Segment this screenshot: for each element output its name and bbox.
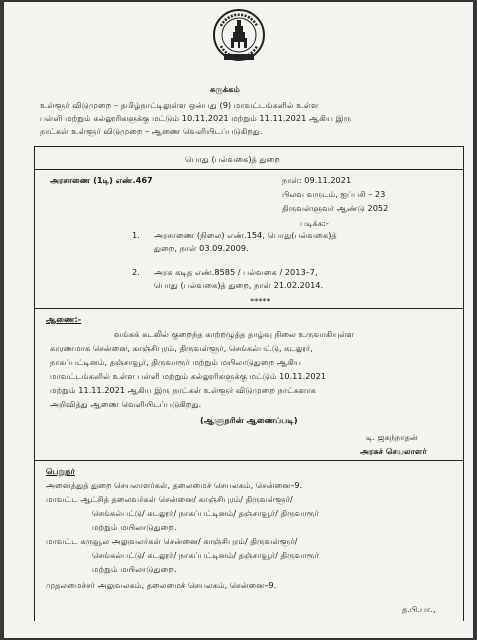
tamil-nadu-emblem — [212, 8, 266, 64]
recipient-line: அனைத்துத் துறை செயலாளர்கள், தலைமைச் செயலகம், சென்னை–9. — [46, 480, 303, 490]
summary-heading: சுருக்கம் — [210, 84, 240, 94]
order-body-line: நாகப்பட்டினம், தஞ்சாவூர், திருவாரூர் மற்றும் மயிலாடுதுறை ஆகிய — [50, 357, 302, 367]
signatory-name: டி. ஜகந்நாதன் — [366, 432, 418, 442]
order-date: நாள்: 09.11.2021 — [282, 175, 352, 185]
read-label: படிக்க:- — [300, 218, 329, 228]
recipient-line: மாவட்ட கருவூல அலுவலர்கள் சென்னை/ காஞ்சிபுரம்/ திருவள்ளூர்/ — [46, 536, 298, 546]
recipient-line: முதலமைச்சர் அலுவலகம், தலைமைச் செயலகம், சென்னை–9. — [46, 580, 277, 590]
reference-line: அரசாணை (நிலை) எண்.154, பொது(பல்வகை)த் — [154, 230, 337, 240]
reference-number: 1. — [132, 230, 140, 240]
recipient-line: மற்றும் மயிலாடுதுறை. — [92, 522, 177, 532]
order-label: ஆணை:- — [46, 314, 82, 324]
reference-number: 2. — [132, 267, 140, 277]
order-body-line: மற்றும் 11.11.2021 ஆகிய இரு நாட்கள் உள்ளூர் விடுமுறை நாட்களாக — [50, 385, 316, 395]
document-page — [4, 2, 473, 638]
initials: த.பி.பா., — [402, 604, 436, 614]
reference-line: பொது (பல்வகை)த் துறை, நாள் 21.02.2014. — [154, 280, 324, 290]
divider — [34, 460, 463, 461]
separator-stars: ***** — [250, 296, 271, 306]
recipient-line: மாவட்ட ஆட்சித் தலைவர்கள் சென்னை/ காஞ்சிபுரம்/ திருவள்ளூர்/ — [46, 494, 293, 504]
department-name: பொது (பல்வகை)த் துறை — [185, 154, 280, 164]
reference-line: துறை, நாள் 03.09.2009. — [154, 243, 249, 253]
order-body-line: மாவட்டங்களில் உள்ள பள்ளி மற்றும் கல்லூரிகளுக்கு மட்டும் 10.11.2021 — [50, 371, 327, 381]
summary-line: பள்ளி மற்றும் கல்லூரிகளுக்கு மட்டும் 10.11.2021 மற்றும் 11.11.2021 ஆகிய இரு — [40, 113, 352, 123]
recipients-label: பெறுநர் — [46, 466, 75, 476]
divider — [34, 308, 463, 309]
summary-line: நாட்கள் உள்ளூர் விடுமுறை – ஆணை வெளியிடப்படுகிறது. — [40, 126, 263, 136]
recipient-line: மற்றும் மயிலாடுதுறை. — [92, 564, 177, 574]
signatory-title: அரசுச் செயலாளர் — [360, 446, 427, 456]
order-body-line: காரணமாக சென்னை, காஞ்சிபுரம், திருவள்ளூர், செங்கல்பட்டு, கடலூர், — [50, 343, 313, 353]
order-body-line: வங்கக் கடலில் குறைந்த காற்றழுத்த தாழ்வு நிலை உருவாகியுள்ள — [114, 329, 355, 339]
order-number: அரசாணை (1டி) எண்.467 — [50, 175, 153, 185]
order-body-line: அறிவித்து ஆணை வெளியிடப்படுகிறது. — [50, 399, 202, 409]
thiruvalluvar-year: திருவள்ளுவர் ஆண்டு 2052 — [282, 203, 389, 213]
tamil-calendar-date: பிலவ வருடம், ஐப்பசி – 23 — [282, 189, 386, 199]
summary-line: உள்ளூர் விடுமுறை – தமிழ்நாட்டிலுள்ள ஒன்பது (9) மாவட்டங்களில் உள்ள — [40, 100, 319, 110]
reference-line: அரசு கடித எண்.8585 / பல்வகை / 2013–7, — [154, 267, 318, 277]
divider — [34, 169, 463, 170]
recipient-line: செங்கல்பட்டு/ கடலூர்/ நாகப்பட்டினம்/ தஞ்சாவூர்/ திருவாரூர் — [92, 508, 319, 518]
governor-order: (ஆளுநரின் ஆணைப்படி) — [200, 415, 298, 425]
recipient-line: செங்கல்பட்டு/ கடலூர்/ நாகப்பட்டினம்/ தஞ்சாவூர்/ திருவாரூர் — [92, 550, 319, 560]
